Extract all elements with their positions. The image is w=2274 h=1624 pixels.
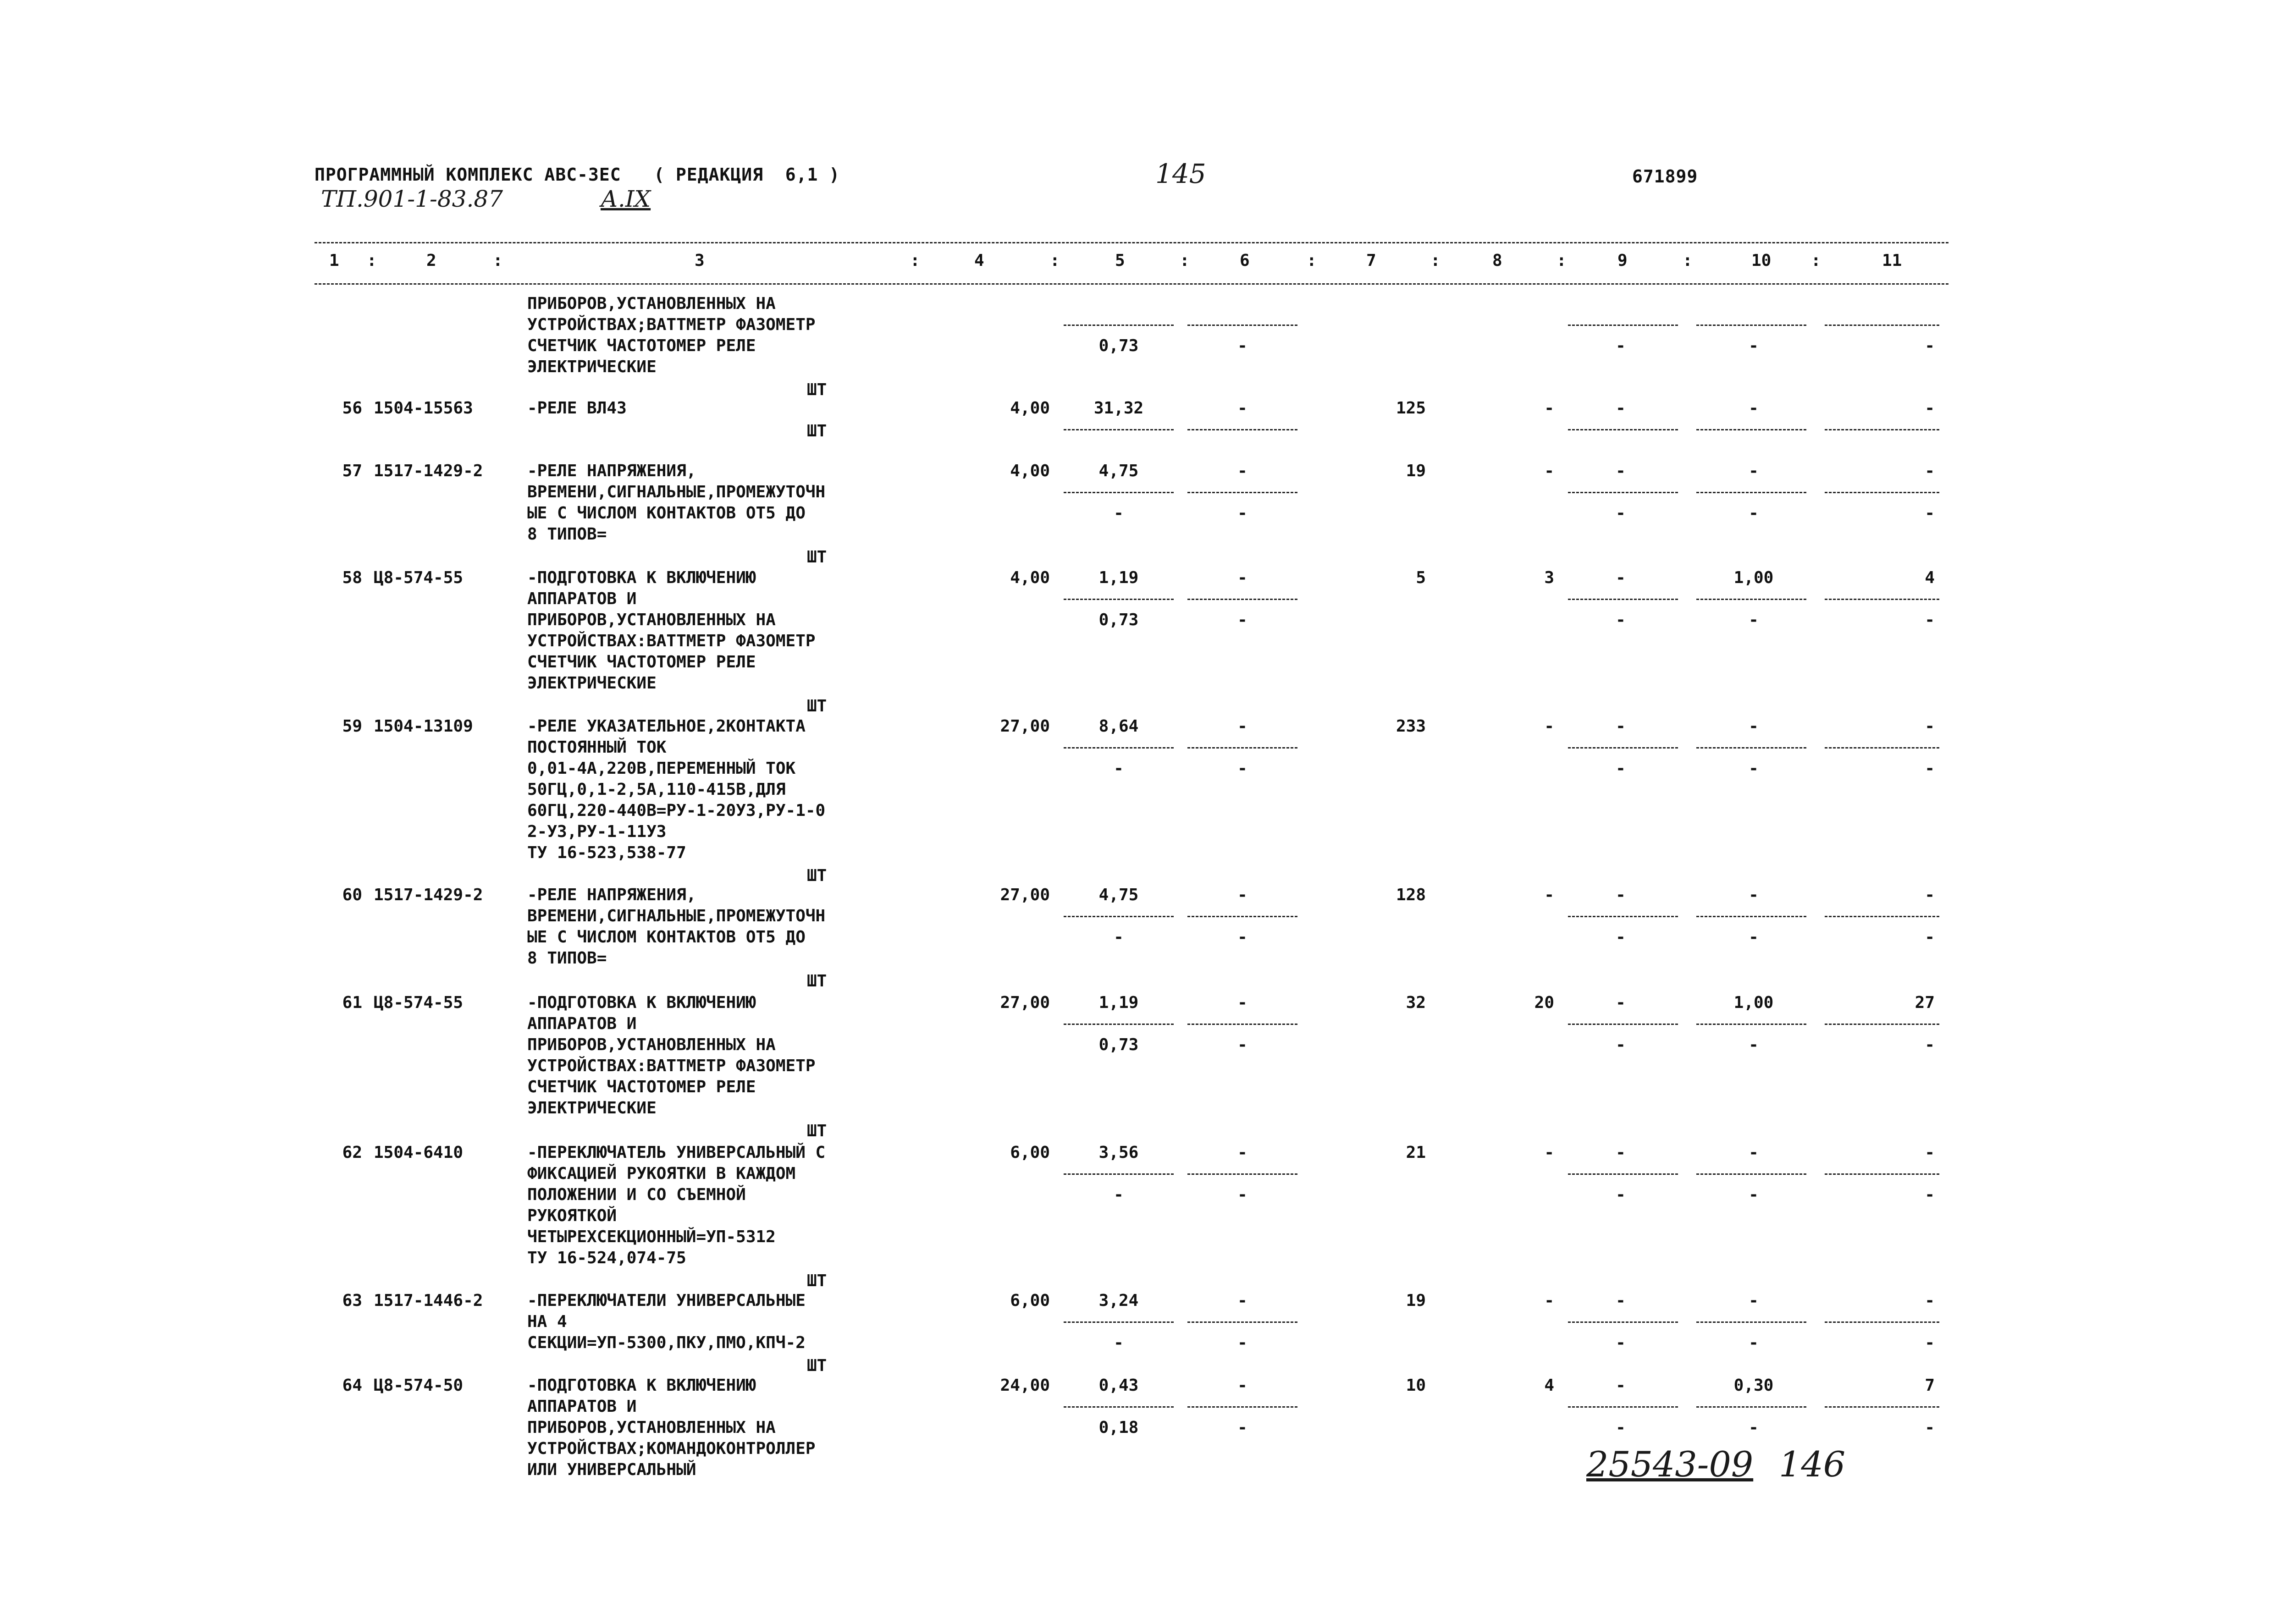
col6-upper: - xyxy=(1237,1143,1247,1162)
fraction-rule xyxy=(1696,1321,1806,1323)
col10-upper: - xyxy=(1749,717,1759,736)
col9-lower: - xyxy=(1616,611,1626,629)
fraction-rule xyxy=(1064,916,1174,917)
col5-lower: - xyxy=(1114,504,1124,523)
row-quantity: 4,00 xyxy=(1010,568,1050,587)
program-title: ПРОГРАММНЫЙ КОМПЛЕКС АВС-3ЕС ( РЕДАКЦИЯ 6,1 ) xyxy=(315,165,840,185)
header-rule-bottom xyxy=(315,283,1948,285)
fraction-rule xyxy=(1064,599,1174,600)
col7-value: 10 xyxy=(1406,1376,1426,1395)
col9-lower: - xyxy=(1616,1185,1626,1204)
col7-value: 21 xyxy=(1406,1143,1426,1162)
col5-upper: 1,19 xyxy=(1098,993,1139,1012)
row-unit: ШТ xyxy=(807,380,827,399)
col11-lower: - xyxy=(1925,504,1935,523)
col6-lower: - xyxy=(1237,928,1247,947)
row-code: 1517-1429-2 xyxy=(374,462,483,480)
col11-upper: 7 xyxy=(1925,1376,1935,1395)
col6-upper: - xyxy=(1237,886,1247,904)
row-code: Ц8-574-55 xyxy=(374,993,464,1012)
fraction-rule xyxy=(1696,492,1806,493)
fraction-rule xyxy=(1568,325,1678,326)
col10-lower: - xyxy=(1749,1418,1759,1437)
col5-upper: 4,75 xyxy=(1098,886,1139,904)
column-header-1: 1 xyxy=(329,251,339,270)
fraction-rule xyxy=(1568,1024,1678,1025)
row-unit: ШТ xyxy=(807,422,827,440)
col9-lower: - xyxy=(1616,928,1626,947)
fraction-rule xyxy=(1825,1406,1939,1408)
column-separator: : xyxy=(1180,251,1190,270)
col11-upper: 27 xyxy=(1915,993,1935,1012)
col6-upper: - xyxy=(1237,462,1247,480)
fraction-rule xyxy=(1064,1173,1174,1175)
col6-lower: - xyxy=(1237,1333,1247,1352)
col6-lower: - xyxy=(1237,504,1247,523)
col11-upper: - xyxy=(1925,886,1935,904)
col5-lower: - xyxy=(1114,1333,1124,1352)
row-number: 60 xyxy=(342,886,362,904)
row-number: 63 xyxy=(342,1291,362,1310)
col5-lower: - xyxy=(1114,1185,1124,1204)
row-quantity: 4,00 xyxy=(1010,462,1050,480)
header-rule-top xyxy=(315,242,1948,243)
fraction-rule xyxy=(1187,747,1297,749)
row-code: 1504-13109 xyxy=(374,717,473,736)
col9-upper: - xyxy=(1616,886,1626,904)
col10-lower: - xyxy=(1749,504,1759,523)
fraction-rule xyxy=(1825,1024,1939,1025)
column-header-7: 7 xyxy=(1366,251,1376,270)
col11-lower: - xyxy=(1925,336,1935,355)
fraction-rule xyxy=(1064,1024,1174,1025)
row-description: -РЕЛЕ НАПРЯЖЕНИЯ, ВРЕМЕНИ,СИГНАЛЬНЫЕ,ПРОМЕЖУТОЧН ЫЕ С ЧИСЛОМ КОНТАКТОВ ОТ5 ДО 8 ТИПОВ= xyxy=(527,462,826,544)
column-separator: : xyxy=(1307,251,1317,270)
col9-upper: - xyxy=(1616,399,1626,418)
column-header-8: 8 xyxy=(1492,251,1502,270)
col10-upper: - xyxy=(1749,886,1759,904)
sheet-number: 146 xyxy=(1779,1444,1846,1485)
column-separator: : xyxy=(1556,251,1567,270)
fraction-rule xyxy=(1187,599,1297,600)
col7-value: 125 xyxy=(1396,399,1426,418)
fraction-rule xyxy=(1825,747,1939,749)
column-header-4: 4 xyxy=(974,251,984,270)
row-description: -РЕЛЕ УКАЗАТЕЛЬНОЕ,2КОНТАКТА ПОСТОЯННЫЙ ТОК 0,01-4А,220В,ПЕРЕМЕННЫЙ ТОК 50ГЦ,0,1-2,5А,110-415В,ДЛЯ 60ГЦ,220-440В=РУ-1-20У3,РУ-1-0 2-У3,РУ-1-11У3 ТУ 16-523,538-77 xyxy=(527,717,826,862)
column-separator: : xyxy=(1430,251,1441,270)
column-header-3: 3 xyxy=(695,251,705,270)
col8-value: - xyxy=(1544,1143,1554,1162)
col6-upper: - xyxy=(1237,717,1247,736)
col5-upper: 0,43 xyxy=(1098,1376,1139,1395)
col5-upper: 1,19 xyxy=(1098,568,1139,587)
col6-lower: - xyxy=(1237,1418,1247,1437)
col8-value: - xyxy=(1544,462,1554,480)
col11-upper: - xyxy=(1925,717,1935,736)
col9-upper: - xyxy=(1616,993,1626,1012)
col11-lower: - xyxy=(1925,611,1935,629)
col8-value: - xyxy=(1544,1291,1554,1310)
col6-upper: - xyxy=(1237,993,1247,1012)
row-unit: ШТ xyxy=(807,1272,827,1290)
column-header-9: 9 xyxy=(1617,251,1628,270)
col5-lower: 0,73 xyxy=(1098,1035,1139,1054)
col9-upper: - xyxy=(1616,717,1626,736)
col10-upper: 1,00 xyxy=(1733,568,1774,587)
fraction-rule xyxy=(1825,599,1939,600)
doc-number: 671899 xyxy=(1632,166,1698,187)
col7-value: 19 xyxy=(1406,1291,1426,1310)
row-quantity: 6,00 xyxy=(1010,1143,1050,1162)
col10-upper: 1,00 xyxy=(1733,993,1774,1012)
row-quantity: 27,00 xyxy=(1000,993,1050,1012)
row-code: 1504-6410 xyxy=(374,1143,464,1162)
fraction-rule xyxy=(1696,429,1806,430)
col10-upper: - xyxy=(1749,399,1759,418)
row-unit: ШТ xyxy=(807,972,827,991)
col9-lower: - xyxy=(1616,504,1626,523)
column-separator: : xyxy=(1811,251,1821,270)
col8-value: - xyxy=(1544,717,1554,736)
fraction-rule xyxy=(1187,325,1297,326)
col9-lower: - xyxy=(1616,1333,1626,1352)
row-description: -ПЕРЕКЛЮЧАТЕЛИ УНИВЕРСАЛЬНЫЕ НА 4 СЕКЦИИ=УП-5300,ПКУ,ПМО,КПЧ-2 xyxy=(527,1291,806,1352)
row-unit: ШТ xyxy=(807,697,827,716)
col5-upper: 3,24 xyxy=(1098,1291,1139,1310)
col11-upper: - xyxy=(1925,462,1935,480)
fraction-rule xyxy=(1696,1406,1806,1408)
col7-value: 19 xyxy=(1406,462,1426,480)
col10-lower: - xyxy=(1749,759,1759,778)
column-separator: : xyxy=(1050,251,1060,270)
column-header-2: 2 xyxy=(426,251,436,270)
fraction-rule xyxy=(1187,492,1297,493)
row-code: Ц8-574-55 xyxy=(374,568,464,587)
col10-lower: - xyxy=(1749,1333,1759,1352)
col11-lower: - xyxy=(1925,1185,1935,1204)
col9-upper: - xyxy=(1616,462,1626,480)
col5-lower: 0,73 xyxy=(1098,336,1139,355)
row-description: -ПОДГОТОВКА К ВКЛЮЧЕНИЮ АППАРАТОВ И ПРИБОРОВ,УСТАНОВЛЕННЫХ НА УСТРОЙСТВАХ;КОМАНДОКОНТРОЛЛЕР ИЛИ УНИВЕРСАЛЬНЫЙ xyxy=(527,1376,816,1479)
fraction-rule xyxy=(1568,492,1678,493)
column-separator: : xyxy=(910,251,920,270)
column-separator: : xyxy=(1683,251,1693,270)
row-number: 57 xyxy=(342,462,362,480)
row-quantity: 6,00 xyxy=(1010,1291,1050,1310)
fraction-rule xyxy=(1825,1321,1939,1323)
row-unit: ШТ xyxy=(807,548,827,567)
row-description: -РЕЛЕ НАПРЯЖЕНИЯ, ВРЕМЕНИ,СИГНАЛЬНЫЕ,ПРОМЕЖУТОЧН ЫЕ С ЧИСЛОМ КОНТАКТОВ ОТ5 ДО 8 ТИПОВ= xyxy=(527,886,826,968)
fraction-rule xyxy=(1187,1024,1297,1025)
row-unit: ШТ xyxy=(807,866,827,885)
fraction-rule xyxy=(1568,1321,1678,1323)
col11-lower: - xyxy=(1925,1035,1935,1054)
col11-lower: - xyxy=(1925,928,1935,947)
fraction-rule xyxy=(1064,429,1174,430)
col9-upper: - xyxy=(1616,1376,1626,1395)
col11-upper: 4 xyxy=(1925,568,1935,587)
row-code: 1517-1446-2 xyxy=(374,1291,483,1310)
fraction-rule xyxy=(1568,1173,1678,1175)
col9-lower: - xyxy=(1616,336,1626,355)
col10-upper: 0,30 xyxy=(1733,1376,1774,1395)
col5-lower: - xyxy=(1114,928,1124,947)
fraction-rule xyxy=(1568,429,1678,430)
column-separator: : xyxy=(493,251,503,270)
project-code: ТП.901-1-83.87 xyxy=(321,186,503,212)
fraction-rule xyxy=(1825,325,1939,326)
fraction-rule xyxy=(1064,747,1174,749)
fraction-rule xyxy=(1568,916,1678,917)
row-number: 62 xyxy=(342,1143,362,1162)
row-quantity: 24,00 xyxy=(1000,1376,1050,1395)
fraction-rule xyxy=(1187,429,1297,430)
col8-value: 4 xyxy=(1544,1376,1554,1395)
column-header-5: 5 xyxy=(1115,251,1125,270)
col9-lower: - xyxy=(1616,1035,1626,1054)
col6-upper: - xyxy=(1237,568,1247,587)
col10-lower: - xyxy=(1749,336,1759,355)
col8-value: 20 xyxy=(1534,993,1554,1012)
col10-upper: - xyxy=(1749,462,1759,480)
row-number: 61 xyxy=(342,993,362,1012)
fraction-rule xyxy=(1187,916,1297,917)
col6-upper: - xyxy=(1237,399,1247,418)
row-description: -ПОДГОТОВКА К ВКЛЮЧЕНИЮ АППАРАТОВ И ПРИБОРОВ,УСТАНОВЛЕННЫХ НА УСТРОЙСТВАХ:ВАТТМЕТР ФАЗОМЕТР СЧЕТЧИК ЧАСТОТОМЕР РЕЛЕ ЭЛЕКТРИЧЕСКИЕ xyxy=(527,568,816,693)
row-description: -ПОДГОТОВКА К ВКЛЮЧЕНИЮ АППАРАТОВ И ПРИБОРОВ,УСТАНОВЛЕННЫХ НА УСТРОЙСТВАХ:ВАТТМЕТР ФАЗОМЕТР СЧЕТЧИК ЧАСТОТОМЕР РЕЛЕ ЭЛЕКТРИЧЕСКИЕ xyxy=(527,993,816,1118)
col6-lower: - xyxy=(1237,336,1247,355)
col9-upper: - xyxy=(1616,1291,1626,1310)
fraction-rule xyxy=(1696,1024,1806,1025)
col6-upper: - xyxy=(1237,1291,1247,1310)
row-number: 64 xyxy=(342,1376,362,1395)
archive-stamp: 25543-09 xyxy=(1586,1444,1754,1485)
fraction-rule xyxy=(1064,1406,1174,1408)
column-separator: : xyxy=(367,251,377,270)
col11-lower: - xyxy=(1925,1333,1935,1352)
fraction-rule xyxy=(1064,492,1174,493)
col7-value: 5 xyxy=(1416,568,1426,587)
col11-upper: - xyxy=(1925,1291,1935,1310)
row-unit: ШТ xyxy=(807,1122,827,1140)
row-unit: ШТ xyxy=(807,1356,827,1375)
fraction-rule xyxy=(1825,916,1939,917)
col5-upper: 8,64 xyxy=(1098,717,1139,736)
col5-upper: 4,75 xyxy=(1098,462,1139,480)
col9-upper: - xyxy=(1616,1143,1626,1162)
fraction-rule xyxy=(1696,599,1806,600)
col6-lower: - xyxy=(1237,1035,1247,1054)
col7-value: 32 xyxy=(1406,993,1426,1012)
fraction-rule xyxy=(1187,1173,1297,1175)
col6-lower: - xyxy=(1237,759,1247,778)
row-quantity: 27,00 xyxy=(1000,886,1050,904)
col10-lower: - xyxy=(1749,928,1759,947)
col11-upper: - xyxy=(1925,1143,1935,1162)
col10-lower: - xyxy=(1749,1185,1759,1204)
col10-upper: - xyxy=(1749,1291,1759,1310)
fraction-rule xyxy=(1825,492,1939,493)
col5-upper: 31,32 xyxy=(1093,399,1144,418)
col7-value: 128 xyxy=(1396,886,1426,904)
album-label: А.IX xyxy=(601,186,651,212)
col9-upper: - xyxy=(1616,568,1626,587)
col5-upper: 3,56 xyxy=(1098,1143,1139,1162)
row-description: ПРИБОРОВ,УСТАНОВЛЕННЫХ НА УСТРОЙСТВАХ;ВАТТМЕТР ФАЗОМЕТР СЧЕТЧИК ЧАСТОТОМЕР РЕЛЕ ЭЛЕКТРИЧЕСКИЕ xyxy=(527,294,816,376)
column-header-6: 6 xyxy=(1240,251,1250,270)
col9-lower: - xyxy=(1616,1418,1626,1437)
column-header-10: 10 xyxy=(1751,251,1772,270)
col10-upper: - xyxy=(1749,1143,1759,1162)
fraction-rule xyxy=(1696,916,1806,917)
fraction-rule xyxy=(1064,325,1174,326)
row-number: 56 xyxy=(342,399,362,418)
col9-lower: - xyxy=(1616,759,1626,778)
col8-value: - xyxy=(1544,399,1554,418)
fraction-rule xyxy=(1568,1406,1678,1408)
col6-lower: - xyxy=(1237,611,1247,629)
row-number: 58 xyxy=(342,568,362,587)
col5-lower: 0,18 xyxy=(1098,1418,1139,1437)
fraction-rule xyxy=(1825,1173,1939,1175)
row-code: 1517-1429-2 xyxy=(374,886,483,904)
fraction-rule xyxy=(1825,429,1939,430)
col11-upper: - xyxy=(1925,399,1935,418)
col6-upper: - xyxy=(1237,1376,1247,1395)
row-quantity: 27,00 xyxy=(1000,717,1050,736)
col11-lower: - xyxy=(1925,1418,1935,1437)
col5-lower: - xyxy=(1114,759,1124,778)
col10-lower: - xyxy=(1749,611,1759,629)
fraction-rule xyxy=(1696,325,1806,326)
fraction-rule xyxy=(1696,747,1806,749)
row-quantity: 4,00 xyxy=(1010,399,1050,418)
column-header-11: 11 xyxy=(1882,251,1902,270)
fraction-rule xyxy=(1187,1321,1297,1323)
fraction-rule xyxy=(1568,747,1678,749)
row-number: 59 xyxy=(342,717,362,736)
col8-value: - xyxy=(1544,886,1554,904)
col5-lower: 0,73 xyxy=(1098,611,1139,629)
fraction-rule xyxy=(1568,599,1678,600)
fraction-rule xyxy=(1696,1173,1806,1175)
row-code: Ц8-574-50 xyxy=(374,1376,464,1395)
page-number: 145 xyxy=(1155,158,1206,189)
col7-value: 233 xyxy=(1396,717,1426,736)
fraction-rule xyxy=(1187,1406,1297,1408)
col8-value: 3 xyxy=(1544,568,1554,587)
fraction-rule xyxy=(1064,1321,1174,1323)
col10-lower: - xyxy=(1749,1035,1759,1054)
row-description: -РЕЛЕ ВЛ43 xyxy=(527,399,627,418)
row-description: -ПЕРЕКЛЮЧАТЕЛЬ УНИВЕРСАЛЬНЫЙ С ФИКСАЦИЕЙ РУКОЯТКИ В КАЖДОМ ПОЛОЖЕНИИ И СО СЪЕМНОЙ РУКОЯТКОЙ ЧЕТЫРЕХСЕКЦИОННЫЙ=УП-5312 ТУ 16-524,074-75 xyxy=(527,1143,826,1267)
row-code: 1504-15563 xyxy=(374,399,473,418)
col11-lower: - xyxy=(1925,759,1935,778)
col6-lower: - xyxy=(1237,1185,1247,1204)
